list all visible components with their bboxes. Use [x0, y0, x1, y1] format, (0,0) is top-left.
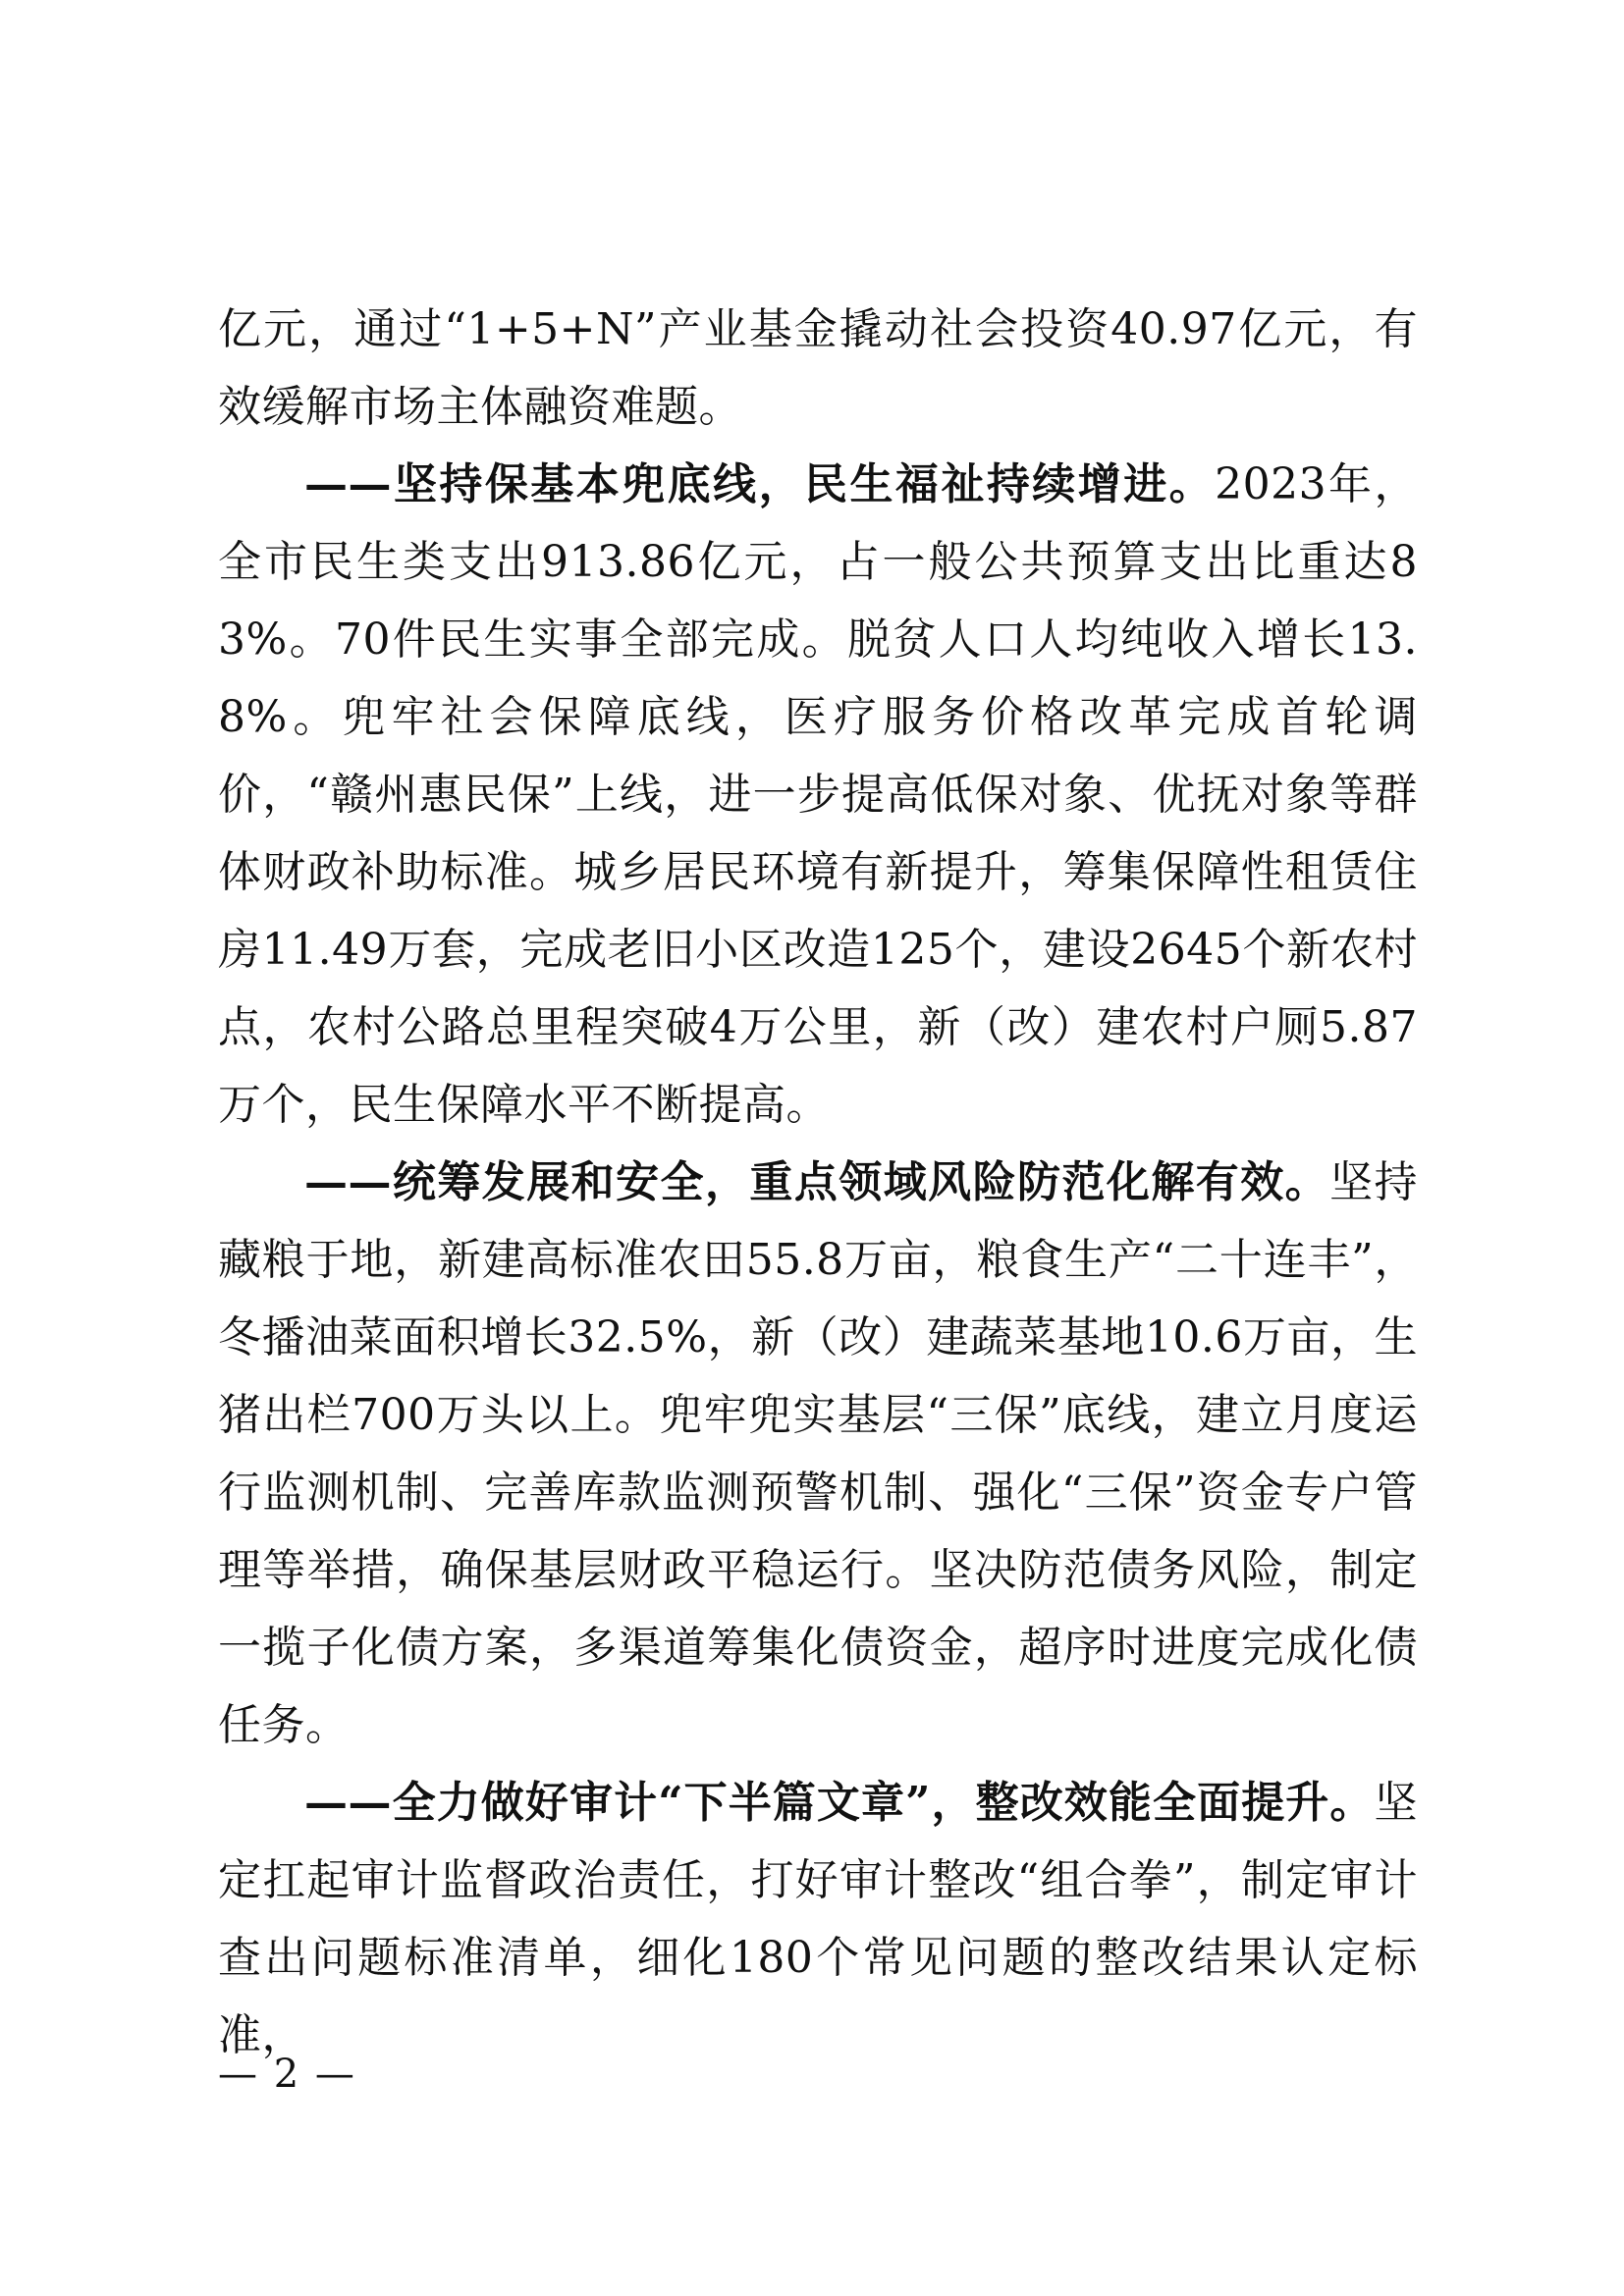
- paragraph-3-text: 坚持藏粮于地，新建高标准农田55.8万亩，粮食生产“二十连丰”，冬播油菜面积增长32.5%，新（改）建蔬菜基地10.6万亩，生猪出栏700万头以上。兜牢兜实基层“三保”底线，建立月度运行监测机制、完善库款监测预警机制、强化“三保”资金专户管理等举措，确保基层财政平稳运行。坚决防范债务风险，制定一揽子化债方案，多渠道筹集化债资金，超序时进度完成化债任务。: [218, 1157, 1419, 1750]
- paragraph-4-lead: ——全力做好审计“下半篇文章”，整改效能全面提升。: [304, 1778, 1375, 1828]
- paragraph-2-text: 2023年，全市民生类支出913.86亿元，占一般公共预算支出比重达83%。70件民生实事全部完成。脱贫人口人均纯收入增长13.8%。兜牢社会保障底线，医疗服务价格改革完成首轮调价，“赣州惠民保”上线，进一步提高低保对象、优抚对象等群体财政补助标准。城乡居民环境有新提升，筹集保障性租赁住房11.49万套，完成老旧小区改造125个，建设2645个新农村点，农村公路总里程突破4万公里，新（改）建农村户厕5.87万个，民生保障水平不断提高。: [218, 459, 1418, 1130]
- paragraph-2-lead: ——坚持保基本兜底线，民生福祉持续增进。: [304, 459, 1216, 509]
- paragraph-1: [218, 291, 1418, 446]
- paragraph-4-text: 坚定扛起审计监督政治责任，打好审计整改“组合拳”，制定审计查出问题标准清单，细化180个常见问题的整改结果认定标准，: [218, 1778, 1418, 2060]
- paragraph-3: [218, 1144, 1418, 1764]
- paragraph-4: [218, 1764, 1418, 2074]
- document-body: [218, 291, 1418, 2074]
- paragraph-3-lead: ——统筹发展和安全，重点领域风险防范化解有效。: [304, 1157, 1330, 1207]
- page-number: — 2 —: [218, 2052, 356, 2097]
- paragraph-1-text: 亿元，通过“1+5+N”产业基金撬动社会投资40.97亿元，有效缓解市场主体融资难题。: [218, 304, 1418, 432]
- paragraph-2: [218, 446, 1418, 1144]
